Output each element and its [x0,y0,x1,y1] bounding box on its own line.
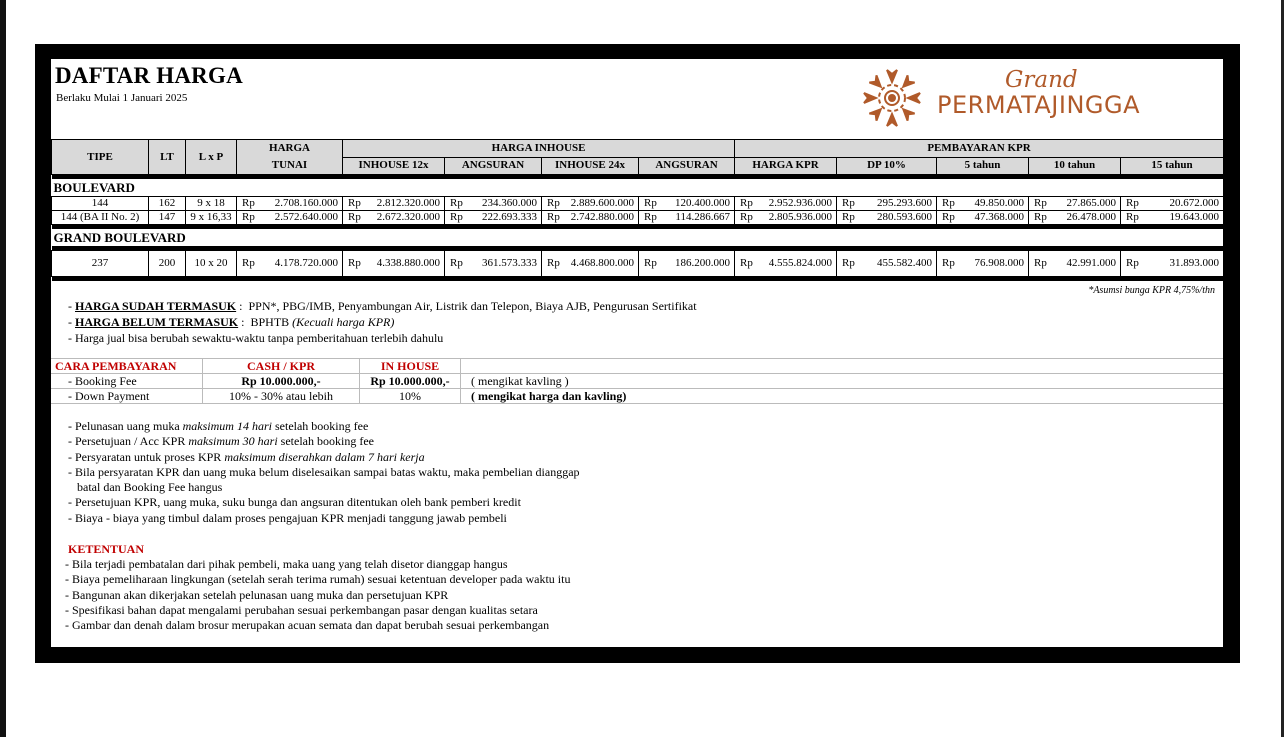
cell-angsuran24: Rp 120.400.000 [639,197,735,211]
payment-cash-kpr-heading: CASH / KPR [203,359,360,374]
payment-method-heading: CARA PEMBAYARAN [51,359,203,374]
list-item: - Bangunan akan dikerjakan setelah pelunasan uang muka dan persetujuan KPR [65,587,449,602]
ketentuan-heading: KETENTUAN [68,542,145,556]
payment-booking-label: - Booking Fee [51,374,203,389]
payment-note-heading [461,359,1224,374]
logo-grand-text: Grand [1005,67,1078,93]
cell-harga-kpr: Rp 2.952.936.000 [735,197,837,211]
cell-tipe: 237 [52,251,149,277]
table-row [52,211,1224,225]
cell-tipe: 144 [52,197,149,211]
cell-lxp: 9 x 16,33 [186,211,237,225]
payment-dp-inhouse: 10% [360,389,461,404]
payment-dp-cash: 10% - 30% atau lebih [203,389,360,404]
ketentuan-list [65,557,570,633]
cell-angsuran24: Rp 186.200.000 [639,251,735,277]
cell-harga-kpr: Rp 4.555.824.000 [735,251,837,277]
cell-dp: Rp 295.293.600 [837,197,937,211]
cell-dp: Rp 280.593.600 [837,211,937,225]
table-spacer [52,277,1224,281]
cell-tunai: Rp 2.708.160.000 [237,197,343,211]
table-header-row [52,140,1224,158]
cell-inhouse12: Rp 2.812.320.000 [343,197,445,211]
list-item: - Bila terjadi pembatalan dari pihak pembeli, maka uang yang telah disetor dianggap hangus [65,557,508,571]
logo-name-text: PERMATAJINGGA [937,91,1141,119]
cell-angsuran12: Rp 234.360.000 [445,197,542,211]
cell-angsuran12: Rp 222.693.333 [445,211,542,225]
col-inhouse-24x: INHOUSE 24x [542,157,639,175]
cell-inhouse12: Rp 4.338.880.000 [343,251,445,277]
col-lxp: L x P [186,140,237,175]
page-title: DAFTAR HARGA [55,63,243,88]
list-item: - Spesifikasi bahan dapat mengalami perubahan sesuai perkembangan pasar dengan kualitas setara [65,602,538,617]
note-price-change: - Harga jual bisa berubah sewaktu-waktu tanpa pemberitahuan terlebih dahulu [68,331,444,345]
col-lt: LT [149,140,186,175]
list-item: - Persetujuan / Acc KPR maksimum 30 hari setelah booking fee [68,434,374,449]
cell-10-tahun: Rp 26.478.000 [1029,211,1121,225]
list-item: batal dan Booking Fee hangus [77,480,223,495]
cell-lt: 162 [149,197,186,211]
section-row [52,179,1224,197]
note-belum-termasuk: - HARGA BELUM TERMASUK : BPHTB (Kecuali harga KPR) [68,315,395,329]
payment-booking-note: ( mengikat kavling ) [461,374,1224,389]
col-5-tahun: 5 tahun [937,157,1029,175]
col-inhouse-12x: INHOUSE 12x [343,157,445,175]
list-item: - Biaya - biaya yang timbul dalam proses pengajuan KPR menjadi tanggung jawab pembeli [68,510,507,525]
col-harga-tunai-top: HARGA [237,140,343,158]
col-dp: DP 10% [837,157,937,175]
valid-from: Berlaku Mulai 1 Januari 2025 [56,92,188,104]
cell-tunai: Rp 4.178.720.000 [237,251,343,277]
cell-inhouse12: Rp 2.672.320.000 [343,211,445,225]
cell-lxp: 9 x 18 [186,197,237,211]
list-item: - Persetujuan KPR, uang muka, suku bunga dan angsuran ditentukan oleh bank pemberi kredit [68,495,521,510]
left-edge-border [0,0,6,737]
cell-inhouse24: Rp 4.468.800.000 [542,251,639,277]
price-table [51,139,1223,281]
payment-header-row [51,359,1223,374]
cell-tipe: 144 (BA II No. 2) [52,211,149,225]
cell-15-tahun: Rp 20.672.000 [1121,197,1223,211]
note-termasuk: - HARGA SUDAH TERMASUK : PPN*, PBG/IMB, Penyambungan Air, Listrik dan Telepon, Biaya AJB, Pengurusan Sertifikat [68,299,697,313]
list-item: - Pelunasan uang muka maksimum 14 hari setelah booking fee [68,419,369,433]
section-grand-boulevard: GRAND BOULEVARD [52,229,1224,247]
col-angsuran-12x: ANGSURAN [445,157,542,175]
list-item: - Bila persyaratan KPR dan uang muka belum diselesaikan sampai batas waktu, maka pembelian dianggap [68,464,580,479]
group-harga-inhouse: HARGA INHOUSE [343,140,735,158]
payment-terms [68,419,580,526]
cell-lt: 200 [149,251,186,277]
price-sheet [51,59,1223,647]
list-item: - Biaya pemeliharaan lingkungan (setelah serah terima rumah) sesuai ketentuan developer pada waktu itu [65,572,571,587]
cell-tunai: Rp 2.572.640.000 [237,211,343,225]
col-tipe: TIPE [52,140,149,175]
cell-5-tahun: Rp 47.368.000 [937,211,1029,225]
mandala-logo-icon [859,67,925,129]
cell-15-tahun: Rp 19.643.000 [1121,211,1223,225]
cell-10-tahun: Rp 42.991.000 [1029,251,1121,277]
section-row [52,229,1224,247]
cell-lt: 147 [149,211,186,225]
col-15-tahun: 15 tahun [1121,157,1223,175]
cell-harga-kpr: Rp 2.805.936.000 [735,211,837,225]
brand-logo [859,67,1189,129]
interest-assumption: *Asumsi bunga KPR 4,75%/thn [1088,285,1215,296]
payment-inhouse-heading: IN HOUSE [360,359,461,374]
cell-10-tahun: Rp 27.865.000 [1029,197,1121,211]
payment-table [51,358,1223,404]
cell-angsuran24: Rp 114.286.667 [639,211,735,225]
section-boulevard: BOULEVARD [52,179,1224,197]
cell-lxp: 10 x 20 [186,251,237,277]
table-row [52,251,1224,277]
group-pembayaran-kpr: PEMBAYARAN KPR [735,140,1223,158]
cell-inhouse24: Rp 2.742.880.000 [542,211,639,225]
table-row [51,374,1223,389]
payment-dp-note: ( mengikat harga dan kavling) [461,389,1224,404]
col-angsuran-24x: ANGSURAN [639,157,735,175]
cell-angsuran12: Rp 361.573.333 [445,251,542,277]
list-item: - Gambar dan denah dalam brosur merupakan acuan semata dan dapat berubah sesuai perkembangan [65,618,550,633]
payment-booking-inhouse: Rp 10.000.000,- [360,374,461,389]
table-row [51,389,1223,404]
price-notes [68,298,697,346]
payment-booking-cash: Rp 10.000.000,- [203,374,360,389]
col-10-tahun: 10 tahun [1029,157,1121,175]
cell-15-tahun: Rp 31.893.000 [1121,251,1223,277]
col-harga-tunai-bottom: TUNAI [237,157,343,175]
payment-dp-label: - Down Payment [51,389,203,404]
col-harga-kpr: HARGA KPR [735,157,837,175]
table-row [52,197,1224,211]
cell-inhouse24: Rp 2.889.600.000 [542,197,639,211]
cell-dp: Rp 455.582.400 [837,251,937,277]
list-item: - Persyaratan untuk proses KPR maksimum diserahkan dalam 7 hari kerja [68,449,425,464]
cell-5-tahun: Rp 76.908.000 [937,251,1029,277]
cell-5-tahun: Rp 49.850.000 [937,197,1029,211]
